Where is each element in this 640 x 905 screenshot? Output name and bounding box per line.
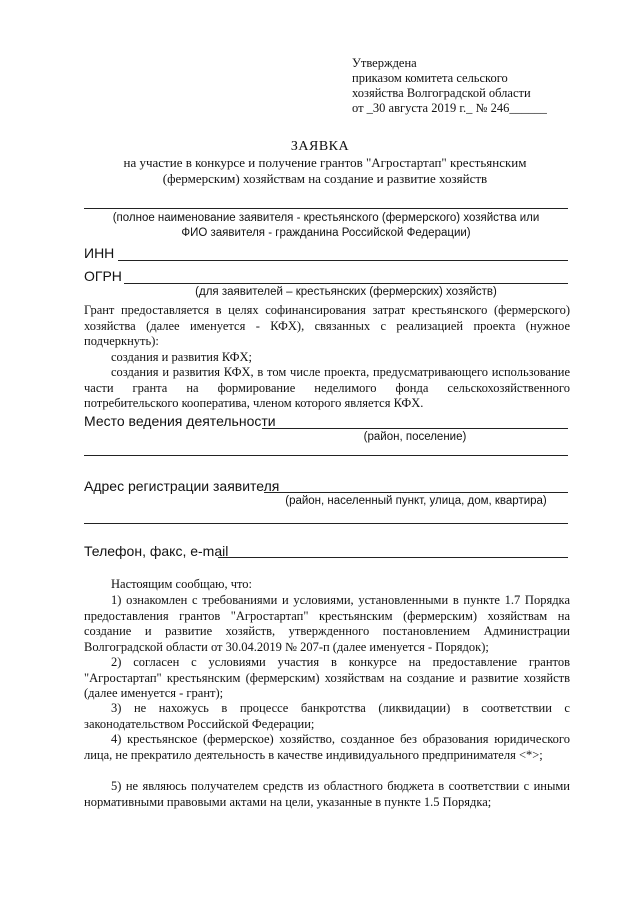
list-item: 5) не являюсь получателем средств из областного бюджета в соответствии с иными нормативными правовыми актами на цели, указанные в пункте 1.5 Порядка; <box>84 779 570 809</box>
approval-line-3: хозяйства Волгоградской области <box>352 86 531 100</box>
activity-place-field[interactable] <box>262 428 568 429</box>
approval-line-4: от _30 августа 2019 г._ № 246______ <box>352 101 547 115</box>
activity-place-note: (район, поселение) <box>363 431 467 443</box>
approval-block <box>352 56 547 116</box>
purpose-option-2: создания и развития КФХ, в том числе проекта, предусматривающего использование части гранта на формирование неделимого фонда сельскохозяйственного потребительского кооператива, членом которого является КФХ. <box>84 365 570 410</box>
document-title: ЗАЯВКА <box>290 139 350 154</box>
applicant-note-1: (полное наименование заявителя - крестьянского (фермерского) хозяйства или <box>112 212 540 224</box>
activity-place-label: Место ведения деятельности <box>84 413 276 429</box>
applicant-note-2: ФИО заявителя - гражданина Российской Федерации) <box>181 227 471 239</box>
registration-address-field[interactable] <box>264 492 568 493</box>
document-subtitle: на участие в конкурсе и получение грантов "Агростартап" крестьянским (фермерским) хозяйствам на создание и развитие хозяйств <box>123 155 527 186</box>
registration-address-note: (район, населенный пункт, улица, дом, квартира) <box>285 495 547 507</box>
list-item: 4) крестьянское (фермерское) хозяйство, созданное без образования юридического лица, не прекратило деятельность в качестве индивидуального предпринимателя <*>; <box>84 732 570 762</box>
registration-address-field-extra[interactable] <box>84 523 568 524</box>
inn-field[interactable] <box>118 260 568 261</box>
inform-intro: Настоящим сообщаю, что: <box>111 577 253 591</box>
ogrn-note: (для заявителей – крестьянских (фермерских) хозяйств) <box>195 286 497 298</box>
ogrn-label: ОГРН <box>84 268 122 284</box>
activity-place-field-extra[interactable] <box>84 455 568 456</box>
inn-label: ИНН <box>84 245 115 261</box>
approval-line-2: приказом комитета сельского <box>352 71 508 85</box>
list-item: 3) не нахожусь в процессе банкротства (ликвидации) в соответствии с законодательством Российской Федерации; <box>84 701 570 731</box>
purpose-option-1: создания и развития КФХ; <box>111 350 253 364</box>
ogrn-field[interactable] <box>124 283 568 284</box>
list-item: 2) согласен с условиями участия в конкурсе на предоставление грантов "Агростартап" крестьянским (фермерским) хозяйствам на создание и развитие хозяйств (далее именуется - грант); <box>84 655 570 700</box>
applicant-name-line[interactable] <box>84 208 568 209</box>
purpose-intro: Грант предоставляется в целях софинансирования затрат крестьянского (фермерского) хозяйства (далее именуется - КФХ), связанных с реализацией проекта (нужное подчеркнуть): <box>84 303 570 348</box>
list-item: 1) ознакомлен с требованиями и условиями, установленными в пункте 1.7 Порядка предоставления грантов "Агростартап" крестьянским (фермерским) хозяйствам на создание и развитие хозяйств, утвержденного постановлением Администрации Волгоградской области от 30.04.2019 № 207-п (далее именуется - Порядок); <box>84 593 570 654</box>
registration-address-label: Адрес регистрации заявителя <box>84 478 280 494</box>
phone-field[interactable] <box>218 557 568 558</box>
approval-line-1: Утверждена <box>352 56 417 70</box>
phone-label: Телефон, факс, e-mail <box>84 543 229 559</box>
